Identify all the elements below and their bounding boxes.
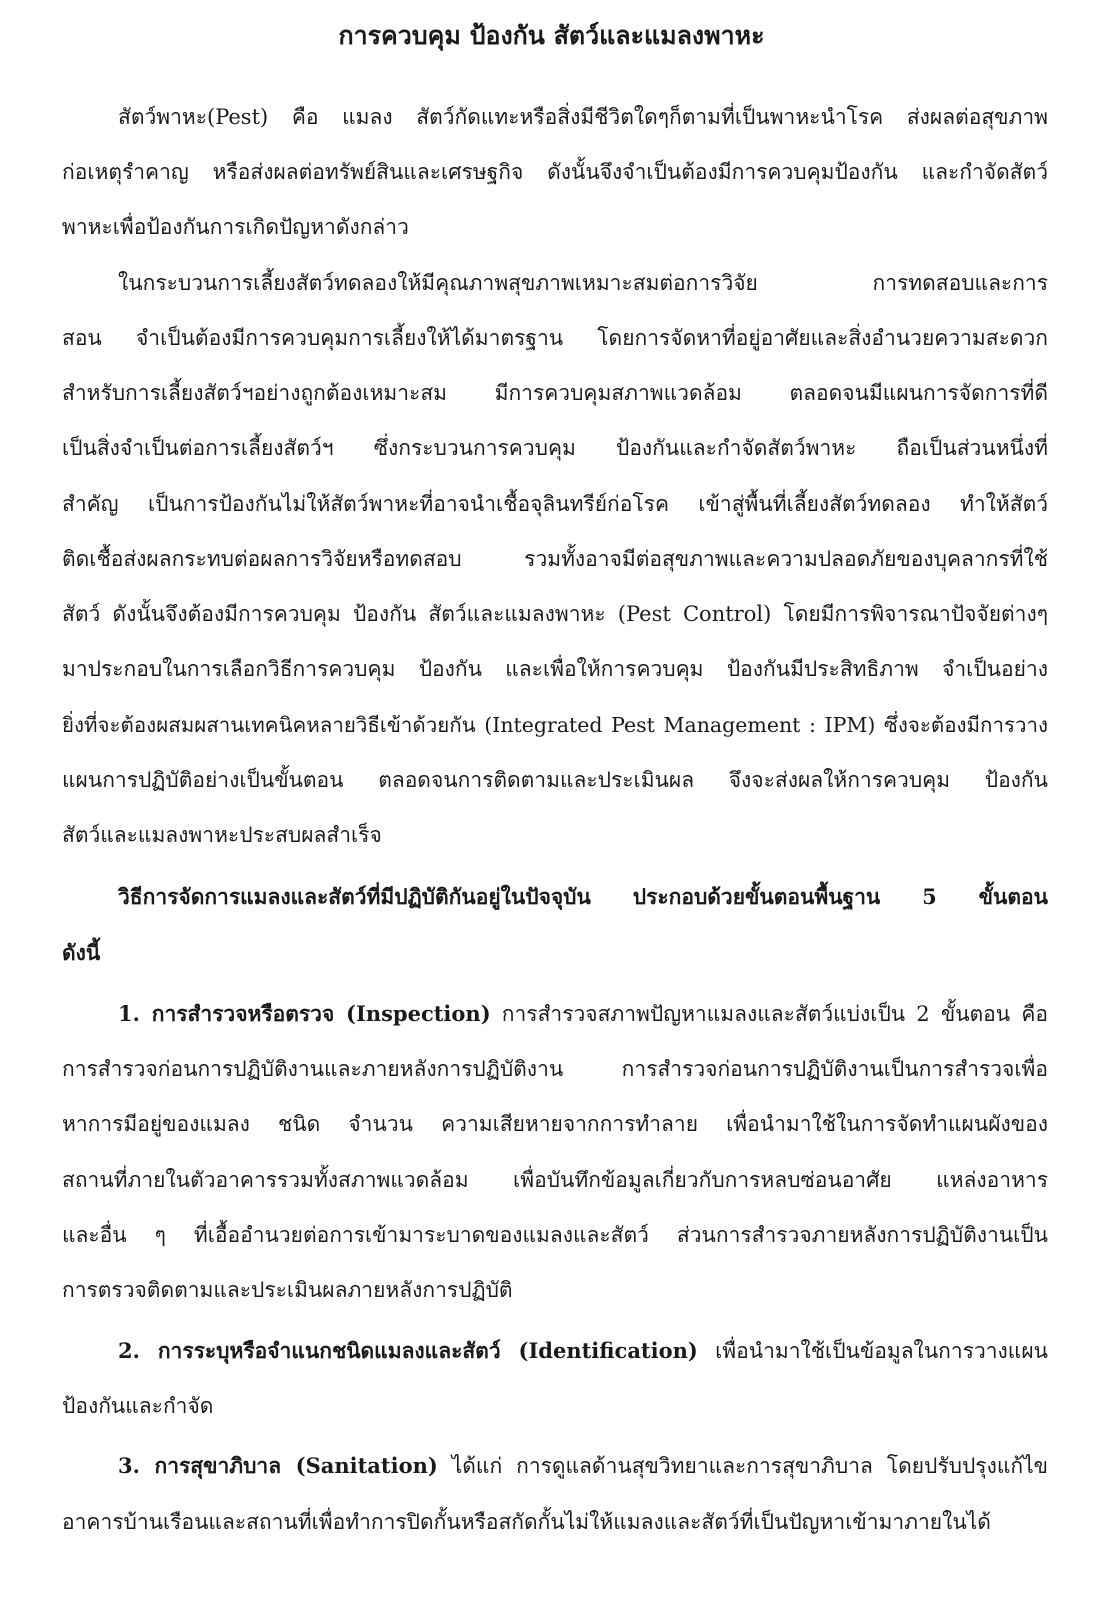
page-title: การควบคุม ป้องกัน สัตว์และแมลงพาหะ (338, 21, 765, 50)
paragraph-2-line-11: สัตว์และแมลงพาหะประสบผลสำเร็จ (62, 823, 382, 847)
paragraph-1-line-2: ก่อเหตุรำคาญ หรือส่งผลต่อทรัพย์สินและเศรษฐกิจ ดังนั้นจึงจำเป็นต้องมีการควบคุมป้องกัน และกำจัดสัตว์ (62, 160, 1048, 184)
item-1-lead: การสำรวจสภาพปัญหาแมลงและสัตว์แบ่งเป็น 2 ขั้นตอน คือ (490, 1002, 1048, 1026)
paragraph-2-line-7: สัตว์ ดังนั้นจึงต้องมีการควบคุม ป้องกัน สัตว์และแมลงพาหะ (Pest Control) โดยมีการพิจารณาปัจจัยต่างๆ (62, 602, 1048, 626)
item-3-label: 3. การสุขาภิบาล (Sanitation) (118, 1453, 438, 1478)
item-1-line-5: และอื่น ๆ ที่เอื้ออำนวยต่อการเข้ามาระบาดของแมลงและสัตว์ ส่วนการสำรวจภายหลังการปฏิบัติงานเป็น (62, 1223, 1048, 1247)
paragraph-2-line-2: สอน จำเป็นต้องมีการควบคุมการเลี้ยงให้ได้มาตรฐาน โดยการจัดหาที่อยู่อาศัยและสิ่งอำนวยความสะดวก (62, 326, 1048, 350)
paragraph-1-line-1: สัตว์พาหะ(Pest) คือ แมลง สัตว์กัดแทะหรือสิ่งมีชีวิตใดๆก็ตามที่เป็นพาหะนำโรค ส่งผลต่อสุขภาพ (118, 105, 1048, 129)
item-2-label: 2. การระบุหรือจำแนกชนิดแมลงและสัตว์ (Identification) (118, 1338, 698, 1363)
paragraph-2-line-8: มาประกอบในการเลือกวิธีการควบคุม ป้องกัน และเพื่อให้การควบคุม ป้องกันมีประสิทธิภาพ จำเป็นอย่าง (62, 657, 1048, 681)
item-1-label: 1. การสำรวจหรือตรวจ (Inspection) (118, 1001, 491, 1026)
paragraph-1-line-3: พาหะเพื่อป้องกันการเกิดปัญหาดังกล่าว (62, 215, 409, 239)
item-2-line-1 (118, 1331, 1048, 1371)
paragraph-2-line-5: สำคัญ เป็นการป้องกันไม่ให้สัตว์พาหะที่อาจนำเชื้อจุลินทรีย์ก่อโรค เข้าสู่พื้นที่เลี้ยงสัตว์ทดลอง ทำให้สัตว์ (62, 492, 1048, 516)
paragraph-2-line-6: ติดเชื้อส่งผลกระทบต่อผลการวิจัยหรือทดสอบ รวมทั้งอาจมีต่อสุขภาพและความปลอดภัยของบุคลากรที่ใช้ (62, 547, 1048, 571)
item-1-line-1 (118, 994, 1048, 1034)
item-2-lead: เพื่อนำมาใช้เป็นข้อมูลในการวางแผน (697, 1339, 1048, 1363)
paragraph-2-line-4: เป็นสิ่งจำเป็นต่อการเลี้ยงสัตว์ฯ ซึ่งกระบวนการควบคุม ป้องกันและกำจัดสัตว์พาหะ ถือเป็นส่วนหนึ่งที่ (62, 436, 1048, 460)
item-2-line-2: ป้องกันและกำจัด (62, 1394, 214, 1418)
section-heading-line-2: ดังนี้ (62, 940, 101, 965)
section-heading-line-1: วิธีการจัดการแมลงและสัตว์ที่มีปฏิบัติกันอยู่ในปัจจุบัน ประกอบด้วยขั้นตอนพื้นฐาน 5 ขั้นตอน (118, 884, 1048, 909)
paragraph-2-line-10: แผนการปฏิบัติอย่างเป็นขั้นตอน ตลอดจนการติดตามและประเมินผล จึงจะส่งผลให้การควบคุม ป้องกัน (62, 768, 1048, 792)
item-1-line-4: สถานที่ภายในตัวอาคารรวมทั้งสภาพแวดล้อม เพื่อบันทึกข้อมูลเกี่ยวกับการหลบซ่อนอาศัย แหล่งอาหาร (62, 1168, 1048, 1192)
paragraph-2-line-9: ยิ่งที่จะต้องผสมผสานเทคนิคหลายวิธีเข้าด้วยกัน (Integrated Pest Management : IPM) ซึ่งจะต้องมีการวาง (62, 713, 1048, 737)
paragraph-2-line-1: ในกระบวนการเลี้ยงสัตว์ทดลองให้มีคุณภาพสุขภาพเหมาะสมต่อการวิจัย การทดสอบและการ (118, 271, 1048, 295)
item-3-line-2: อาคารบ้านเรือนและสถานที่เพื่อทำการปิดกั้นหรือสกัดกั้นไม่ให้แมลงและสัตว์ที่เป็นปัญหาเข้ามาภายในได้ (62, 1510, 991, 1534)
item-1-line-2: การสำรวจก่อนการปฏิบัติงานและภายหลังการปฏิบัติงาน การสำรวจก่อนการปฏิบัติงานเป็นการสำรวจเพื่อ (62, 1057, 1048, 1081)
item-3-line-1 (118, 1446, 1048, 1486)
item-1-line-3: หาการมีอยู่ของแมลง ชนิด จำนวน ความเสียหายจากการทำลาย เพื่อนำมาใช้ในการจัดทำแผนผังของ (62, 1112, 1048, 1136)
item-1-line-6: การตรวจติดตามและประเมินผลภายหลังการปฏิบัติ (62, 1278, 513, 1302)
item-3-lead: ได้แก่ การดูแลด้านสุขวิทยาและการสุขาภิบาล โดยปรับปรุงแก้ไข (437, 1454, 1048, 1478)
paragraph-2-line-3: สำหรับการเลี้ยงสัตว์ฯอย่างถูกต้องเหมาะสม มีการควบคุมสภาพแวดล้อม ตลอดจนมีแผนการจัดการที่ดี (62, 381, 1048, 405)
